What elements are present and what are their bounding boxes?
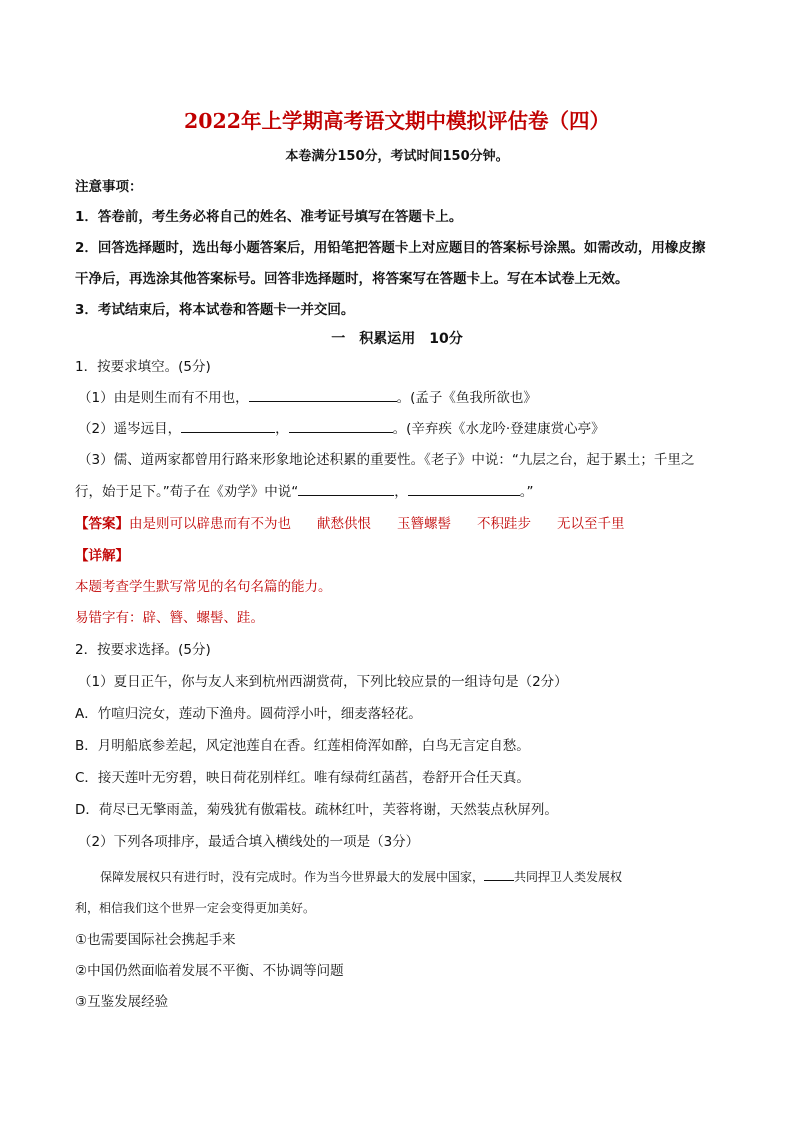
option-d: D．荷尽已无擎雨盖，菊残犹有傲霜枝。疏林红叶，芙蓉将谢，天然装点秋屏列。: [75, 802, 558, 818]
page-title: 2022年上学期高考语文期中模拟评估卷（四）: [183, 109, 611, 133]
text: （1）由是则生而有不用也，: [78, 390, 249, 406]
text: 。”: [519, 484, 534, 500]
option-a: A．竹喧归浣女，莲动下渔舟。圆荷浮小叶，细麦落轻花。: [75, 706, 422, 722]
notice-item: 1．答卷前，考生务必将自己的姓名、准考证号填写在答题卡上。: [75, 209, 463, 225]
option-b: B．月明船底参差起，风定池莲自在香。红莲相倚浑如醉，白鸟无言定自愁。: [75, 738, 530, 754]
passage-line-2: 利，相信我们这个世界一定会变得更加美好。: [75, 901, 316, 915]
answer-blank: [484, 866, 514, 881]
answer-blank: [181, 418, 275, 433]
text: 保障发展权只有进行时，没有完成时。作为当今世界最大的发展中国家，: [100, 870, 485, 884]
notice-item: 2．回答选择题时，选出每小题答案后，用铅笔把答题卡上对应题目的答案标号涂黑。如需改动，用橡皮擦: [75, 240, 706, 256]
detail-text: 本题考查学生默写常见的名句名篇的能力。: [75, 579, 332, 595]
question-2-part-1: （1）夏日正午，你与友人来到杭州西湖赏荷，下列比较应景的一组诗句是（2分）: [78, 674, 568, 690]
answer-line: [75, 514, 625, 534]
notice-item: 干净后，再选涂其他答案标号。回答非选择题时，将答案写在答题卡上。写在本试卷上无效。: [75, 271, 629, 287]
question-2-stem: 2．按要求选择。(5分): [75, 642, 211, 658]
text: 。(孟子《鱼我所欲也》: [396, 390, 537, 406]
question-2-part-2: （2）下列各项排序，最适合填入横线处的一项是（3分）: [78, 834, 420, 850]
option-c: C．接天莲叶无穷碧，映日荷花别样红。唯有绿荷红菡萏，卷舒开合任天真。: [75, 770, 530, 786]
answer-blank: [298, 481, 394, 496]
text: 。(辛弃疾《水龙吟·登建康赏心亭》: [392, 421, 605, 437]
detail-label: 【详解】: [75, 548, 129, 564]
exam-info: 本卷满分150分，考试时间150分钟。: [285, 149, 509, 164]
sequence-item: ①也需要国际社会携起手来: [75, 932, 236, 948]
answer-item: 玉簪螺髻: [397, 516, 451, 532]
answer-blank: [249, 387, 397, 402]
section-title: 一 积累运用 10分: [331, 331, 463, 347]
answer-item: 不积跬步: [477, 516, 531, 532]
answer-item: 献愁供恨: [317, 516, 371, 532]
passage-line-1: [100, 866, 622, 887]
question-1-part-3-line-1: （3）儒、道两家都曾用行路来形象地论述积累的重要性。《老子》中说：“九层之台，起于累土；千里之: [78, 452, 695, 468]
question-1-part-1: [78, 387, 537, 408]
text: 行，始于足下。”荀子在《劝学》中说“: [75, 484, 299, 500]
answer-item: 无以至千里: [557, 516, 625, 532]
question-1-part-3-line-2: [75, 481, 534, 502]
notice-heading: 注意事项：: [75, 179, 143, 195]
notice-item: 3．考试结束后，将本试卷和答题卡一并交回。: [75, 302, 355, 318]
error-characters: 易错字有：辟、簪、螺髻、跬。: [75, 610, 264, 626]
answer-item: 由是则可以辟患而有不为也: [129, 516, 291, 532]
sequence-item: ②中国仍然面临着发展不平衡、不协调等问题: [75, 963, 344, 979]
sequence-item: ③互鉴发展经验: [75, 994, 169, 1010]
answer-blank: [289, 418, 393, 433]
question-1-part-2: [78, 418, 605, 439]
text: ，: [394, 484, 408, 500]
question-1-stem: 1．按要求填空。(5分): [75, 359, 211, 375]
text: 共同捍卫人类发展权: [514, 870, 623, 884]
text: （2）遥岑远目，: [78, 421, 182, 437]
answer-blank: [408, 481, 520, 496]
answer-label: 【答案】: [75, 516, 129, 532]
text: ，: [275, 421, 289, 437]
